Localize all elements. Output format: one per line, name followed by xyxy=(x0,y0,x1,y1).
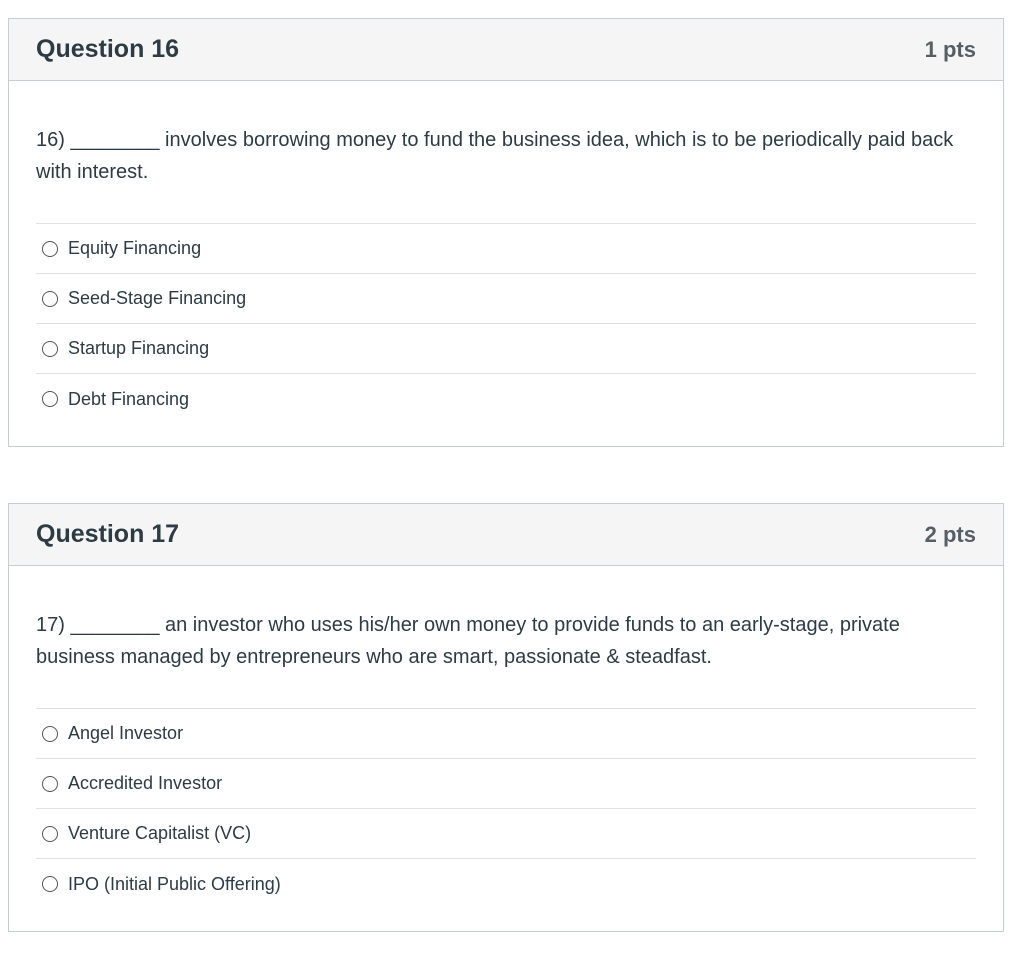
answer-list xyxy=(36,223,976,424)
radio-button[interactable] xyxy=(42,726,58,742)
question-body xyxy=(9,609,1003,909)
question-text: 17) ________ an investor who uses his/her own money to provide funds to an early-stage, private business managed by entrepreneurs who are smart, passionate & steadfast. xyxy=(36,614,900,668)
radio-button[interactable] xyxy=(42,341,58,357)
answer-option-startup-financing[interactable] xyxy=(36,324,976,374)
question-header xyxy=(9,19,1003,81)
radio-button[interactable] xyxy=(42,826,58,842)
answer-label: Venture Capitalist (VC) xyxy=(68,823,252,843)
question-text: 16) ________ involves borrowing money to fund the business idea, which is to be periodically paid back with interest. xyxy=(36,129,954,183)
question-16-card xyxy=(8,18,1004,447)
answer-label: IPO (Initial Public Offering) xyxy=(68,873,281,894)
answer-option-seed-stage-financing[interactable] xyxy=(36,274,976,324)
answer-option-venture-capitalist[interactable] xyxy=(36,809,976,859)
radio-button[interactable] xyxy=(42,241,58,257)
question-17-card xyxy=(8,503,1004,932)
question-title: Question 17 xyxy=(36,520,180,548)
radio-button[interactable] xyxy=(42,291,58,307)
radio-button[interactable] xyxy=(42,391,58,407)
answer-option-accredited-investor[interactable] xyxy=(36,759,976,809)
answer-label: Angel Investor xyxy=(68,723,184,743)
question-title: Question 16 xyxy=(36,35,180,63)
answer-label: Equity Financing xyxy=(68,238,202,258)
radio-button[interactable] xyxy=(42,776,58,792)
answer-label: Seed-Stage Financing xyxy=(68,288,247,308)
question-body xyxy=(9,124,1003,424)
answer-label: Accredited Investor xyxy=(68,773,223,793)
answer-option-angel-investor[interactable] xyxy=(36,709,976,759)
question-points: 2 pts xyxy=(924,521,976,547)
answer-label: Startup Financing xyxy=(68,338,210,358)
answer-label: Debt Financing xyxy=(68,388,190,409)
radio-button[interactable] xyxy=(42,876,58,892)
answer-option-equity-financing[interactable] xyxy=(36,224,976,274)
answer-option-debt-financing[interactable] xyxy=(36,374,976,424)
question-header xyxy=(9,504,1003,566)
question-points: 1 pts xyxy=(924,36,976,62)
answer-list xyxy=(36,708,976,909)
answer-option-ipo[interactable] xyxy=(36,859,976,909)
